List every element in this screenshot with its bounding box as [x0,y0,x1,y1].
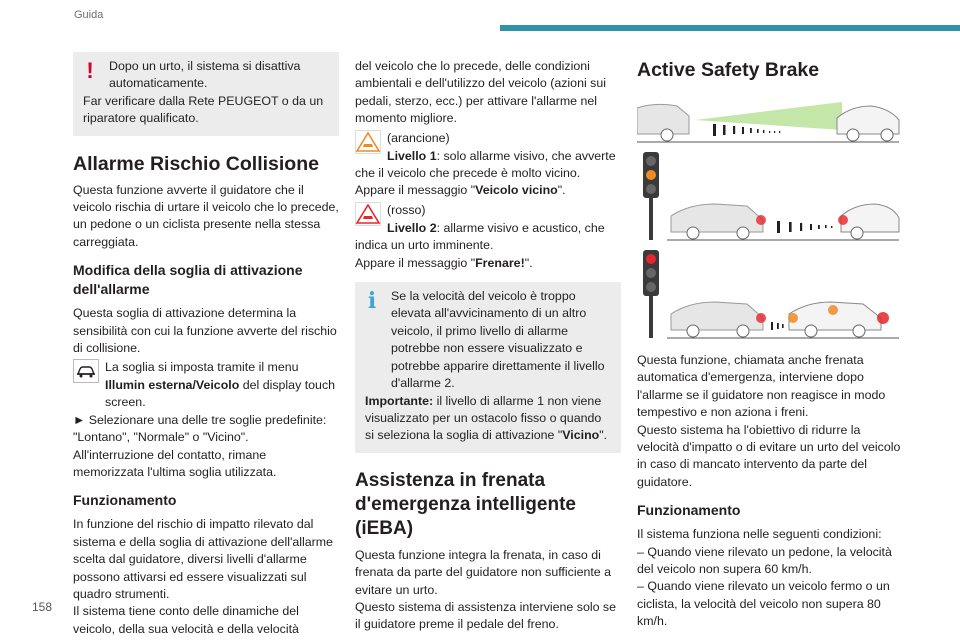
info-important-end: ". [599,428,608,443]
info-important [365,393,613,445]
column-1 [73,52,339,638]
asb-text-1: Questa funzione, chiamata anche frenata automatica d'emergenza, interviene dopo l'allarme se il guidatore non reagisce in modo tempestivo e non aziona i freni. [637,353,886,420]
running-header: Guida [74,9,104,21]
level-2-color: (rosso) [387,202,426,217]
heading-operation-3: Funzionamento [637,502,741,519]
level-1-text [355,148,621,183]
level-2-desc: : allarme visivo e acustico, che indica un urto imminente. [355,220,605,253]
asb-text-2: Questo sistema ha l'obiettivo di ridurre la velocità d'impatto o di evitare un urto del veicolo in caso di mancato intervento da parte del guidatore. [637,422,901,489]
level-1-label: Livello 1 [387,148,437,163]
car-settings-icon [73,359,99,383]
diagram-level-2 [637,248,905,340]
menu-name: Illumin esterna/Veicolo [105,377,240,392]
level-1-illustration [637,150,905,242]
section-title-ieba: Assistenza in frenata d'emergenza intelligente (iEBA) [355,469,576,539]
info-icon: i [367,288,377,315]
info-important-text: il livello di allarme 1 non viene visualizzato per un ostacolo fisso o quando si seleziona la soglia di attivazione " [365,393,602,443]
level-2-message [355,255,621,272]
diagram-detection [637,94,905,144]
level-2-illustration [637,248,905,340]
menu-instruction-text [105,359,339,411]
warning-line-2: Far verificare dalla Rete PEUGEOT o da un riparatore qualificato. [83,93,324,126]
menu-pre: La soglia si imposta tramite il menu [105,360,299,375]
level-1-color: (arancione) [387,130,450,145]
warning-note [73,52,339,136]
level-1-desc: : solo allarme visivo, che avverte che il veicolo che precede è molto vicino. [355,148,616,181]
info-note [355,282,621,453]
level-2-msg: Frenare! [475,255,525,270]
warning-exclamation-icon: ! [86,58,94,83]
operation-continuation: del veicolo che lo precede, delle condizioni ambientali e dell'utilizzo del veicolo (azioni sui pedali, sterzo, ecc.) per attivare l'allarme nel momento migliore. [355,59,606,126]
threshold-select-step: ► Selezionare una delle tre soglie predefinite: "Lontano", "Normale" o "Vicino". [73,412,327,445]
diagram-level-1 [637,150,905,242]
column-3 [637,58,905,631]
asb-condition-pedestrian: – Quando viene rilevato un pedone, la velocità del veicolo non supera 60 km/h. [637,544,892,577]
heading-threshold: Modifica della soglia di attivazione dell'allarme [73,262,303,298]
ieba-text-2: Questo sistema di assistenza interviene solo se il guidatore preme il pedale del freno. [355,599,617,632]
asb-conditions: Il sistema funziona nelle seguenti condizioni: [637,527,882,542]
level-1-msg: Veicolo vicino [475,183,558,198]
asb-condition-vehicle: – Quando viene rilevato un veicolo fermo o un ciclista, la velocità del veicolo non supera 80 km/h. [637,579,890,629]
level-2-text [355,220,621,255]
info-important-label: Importante: [365,393,434,408]
threshold-memory: All'interruzione del contatto, rimane memorizzata l'ultima soglia utilizzata. [73,447,277,479]
section-title-active-safety-brake: Active Safety Brake [637,59,820,81]
detection-illustration [637,94,905,144]
collision-intro: Questa funzione avverte il guidatore che il veicolo rischia di urtare il veicolo che lo precede, un pedone o un ciclista presente nella stessa carreggiata. [73,182,339,249]
section-title-collision-alert: Allarme Rischio Collisione [73,152,319,175]
column-2 [355,58,621,634]
operation-text-2: Il sistema tiene conto delle dinamiche del veicolo, della sua velocità e della velocità [73,604,299,636]
warning-line-1: Dopo un urto, il sistema si disattiva automaticamente. [109,59,301,91]
level-2-msg-post: ". [524,255,533,270]
threshold-text: Questa soglia di attivazione determina la sensibilità con cui la funzione avverte del rischio di collisione. [73,306,337,356]
level-2-label: Livello 2 [387,220,437,235]
level-1-msg-pre: Appare il messaggio " [355,183,476,198]
ieba-text-1: Questa funzione integra la frenata, in caso di frenata da parte del guidatore non sufficiente a evitare un urto. [355,547,612,597]
page-number: 158 [32,600,53,614]
level-1-message [355,182,621,199]
level-1-msg-post: ". [557,183,566,198]
heading-operation-1: Funzionamento [73,492,177,509]
menu-instruction [73,359,339,411]
level-2-msg-pre: Appare il messaggio " [355,255,476,270]
header-accent-bar [500,25,960,31]
info-text: Se la velocità del veicolo è troppo elevata all'avvicinamento di un altro veicolo, il primo livello di allarme potrebbe non essere visualizzato e potrebbe apparire direttamente il livello d'allarme 2. [391,289,605,391]
info-important-bold: Vicino [562,428,600,443]
menu-post: del display touch screen. [105,377,336,410]
operation-text-1: In funzione del rischio di impatto rilevato dal sistema e della soglia di attivazione dell'allarme scelta dal guidatore, diversi livelli d'allarme possono attivarsi ed essere visualizzati sul quadro strumenti. [73,517,333,601]
